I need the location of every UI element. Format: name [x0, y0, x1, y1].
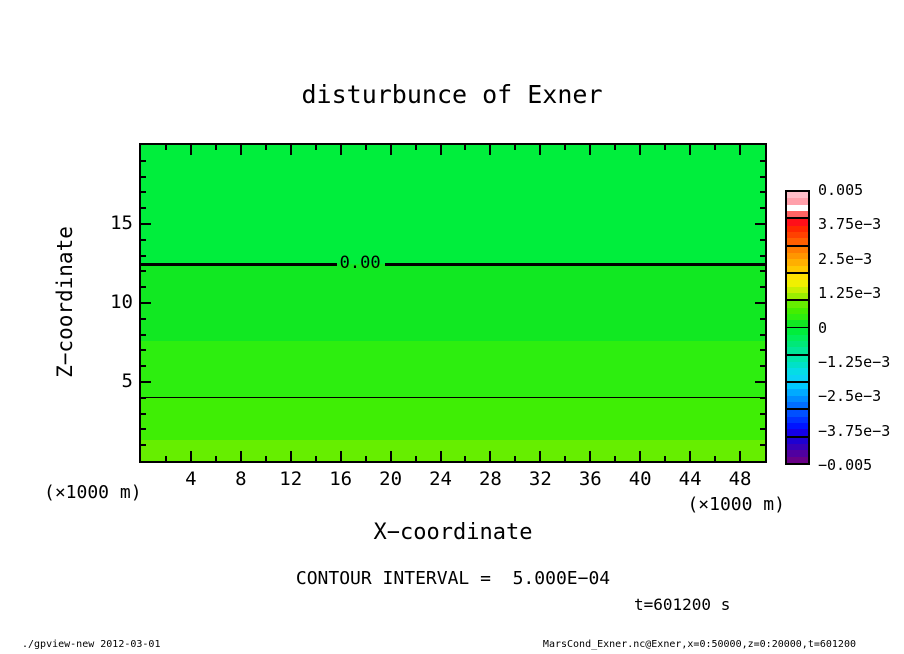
x-tick	[390, 451, 392, 461]
shade-band	[141, 440, 765, 461]
colorbar-cell	[787, 402, 808, 408]
x-tick-label: 44	[678, 468, 702, 490]
colorbar-label: −0.005	[818, 456, 873, 474]
y-tick	[141, 413, 146, 415]
x-tick	[440, 451, 442, 461]
y-tick	[760, 255, 765, 257]
y-tick	[141, 270, 146, 272]
shade-band	[141, 397, 765, 440]
x-tick	[415, 145, 417, 150]
colorbar-cell	[787, 375, 808, 381]
x-tick	[215, 456, 217, 461]
y-tick	[755, 223, 765, 225]
x-tick-label: 28	[478, 468, 502, 490]
x-tick	[689, 145, 691, 155]
x-tick-label: 40	[628, 468, 652, 490]
y-tick	[141, 160, 146, 162]
colorbar	[785, 190, 810, 465]
x-tick	[514, 145, 516, 150]
y-tick	[760, 318, 765, 320]
x-tick	[714, 456, 716, 461]
colorbar-box	[787, 219, 808, 246]
x-tick	[514, 456, 516, 461]
colorbar-cell	[787, 293, 808, 299]
colorbar-box	[787, 247, 808, 274]
y-tick	[141, 318, 146, 320]
colorbar-cell	[787, 320, 808, 326]
x-tick	[714, 145, 716, 150]
x-tick	[639, 145, 641, 155]
y-tick	[141, 239, 146, 241]
footer-data-source: MarsCond_Exner.nc@Exner,x=0:50000,z=0:20000,t=601200	[542, 639, 856, 650]
y-tick	[755, 302, 765, 304]
colorbar-cell	[787, 429, 808, 435]
y-tick	[755, 381, 765, 383]
x-tick	[489, 145, 491, 155]
colorbar-box	[787, 410, 808, 437]
y-tick	[760, 413, 765, 415]
x-tick	[415, 456, 417, 461]
y-tick-label: 5	[121, 370, 133, 392]
y-tick	[141, 255, 146, 257]
y-tick	[141, 176, 146, 178]
y-tick	[760, 334, 765, 336]
x-tick	[539, 145, 541, 155]
y-tick	[141, 191, 146, 193]
x-tick-label: 24	[429, 468, 452, 490]
x-tick	[315, 456, 317, 461]
colorbar-box	[787, 328, 808, 355]
y-tick	[141, 428, 146, 430]
time-annotation: t=601200 s	[634, 595, 731, 614]
x-tick	[340, 145, 342, 155]
x-tick	[739, 451, 741, 461]
x-tick	[240, 145, 242, 155]
plot-title: disturbunce of Exner	[301, 80, 603, 109]
y-tick	[141, 286, 146, 288]
contour-interval-text: CONTOUR INTERVAL = 5.000E−04	[295, 568, 611, 589]
plot-area	[141, 145, 765, 461]
colorbar-box	[787, 301, 808, 328]
colorbar-cell	[787, 211, 808, 217]
x-tick	[290, 145, 292, 155]
y-tick	[760, 176, 765, 178]
contour-line-zero	[385, 263, 765, 266]
x-tick	[340, 451, 342, 461]
x-tick	[190, 145, 192, 155]
x-tick	[614, 456, 616, 461]
x-tick	[265, 145, 267, 150]
y-tick-label: 15	[110, 212, 133, 234]
colorbar-labels	[818, 181, 904, 474]
x-tick	[589, 451, 591, 461]
y-tick	[141, 349, 146, 351]
colorbar-label: 1.25e−3	[818, 284, 882, 303]
x-tick	[365, 145, 367, 150]
x-tick	[365, 456, 367, 461]
shade-band	[141, 145, 765, 264]
colorbar-box	[787, 274, 808, 301]
x-tick	[315, 145, 317, 150]
contour-label: 0.00	[339, 252, 381, 273]
y-tick	[760, 270, 765, 272]
x-tick-label: 16	[329, 468, 353, 490]
x-tick	[440, 145, 442, 155]
x-tick-label: 20	[379, 468, 403, 490]
contour-line	[141, 397, 765, 398]
y-tick	[760, 428, 765, 430]
y-tick	[760, 444, 765, 446]
x-tick	[165, 456, 167, 461]
colorbar-label: 0.005	[818, 181, 864, 199]
y-tick	[141, 207, 146, 209]
x-tick	[614, 145, 616, 150]
y-tick	[760, 365, 765, 367]
y-tick	[760, 397, 765, 399]
x-tick	[564, 456, 566, 461]
colorbar-label: −2.5e−3	[818, 387, 882, 406]
y-tick	[141, 334, 146, 336]
colorbar-box	[787, 438, 808, 463]
x-tick	[589, 145, 591, 155]
x-tick	[564, 145, 566, 150]
y-tick	[141, 365, 146, 367]
y-axis-unit: (×1000 m)	[44, 482, 142, 503]
x-tick	[190, 451, 192, 461]
y-tick-label: 10	[110, 291, 133, 313]
footer-program-info: ./gpview-new 2012-03-01	[22, 639, 161, 650]
colorbar-cell	[787, 457, 808, 463]
colorbar-label: 0	[818, 318, 828, 337]
x-tick	[664, 145, 666, 150]
x-tick	[739, 145, 741, 155]
x-tick	[464, 456, 466, 461]
x-tick	[165, 145, 167, 150]
colorbar-label: 2.5e−3	[818, 249, 873, 268]
y-tick	[141, 444, 146, 446]
colorbar-label: 3.75e−3	[818, 215, 882, 234]
x-axis-title: X−coordinate	[373, 520, 533, 545]
x-axis-unit: (×1000 m)	[687, 494, 785, 515]
x-tick	[664, 456, 666, 461]
colorbar-label: −1.25e−3	[818, 352, 891, 371]
y-tick	[760, 207, 765, 209]
x-tick	[464, 145, 466, 150]
x-tick	[290, 451, 292, 461]
colorbar-box	[787, 192, 808, 219]
x-tick	[215, 145, 217, 150]
y-tick	[760, 286, 765, 288]
x-tick	[689, 451, 691, 461]
x-tick-label: 12	[279, 468, 303, 490]
y-tick	[141, 381, 151, 383]
y-tick	[141, 302, 151, 304]
y-tick	[760, 239, 765, 241]
y-tick	[141, 223, 151, 225]
colorbar-cell	[787, 238, 808, 244]
y-axis-title: Z−coordinate	[53, 226, 77, 378]
colorbar-box	[787, 383, 808, 410]
shade-band	[141, 341, 765, 397]
x-tick-label: 48	[728, 468, 752, 490]
x-tick-label: 4	[185, 468, 197, 490]
contour-line-zero	[141, 263, 337, 266]
plot-frame	[139, 143, 767, 463]
x-tick	[539, 451, 541, 461]
y-tick	[141, 397, 146, 399]
x-tick	[390, 145, 392, 155]
x-tick	[639, 451, 641, 461]
colorbar-cell	[787, 347, 808, 353]
y-tick	[760, 160, 765, 162]
x-tick-label: 32	[528, 468, 552, 490]
x-tick	[265, 456, 267, 461]
y-tick	[760, 191, 765, 193]
x-tick	[240, 451, 242, 461]
x-tick	[489, 451, 491, 461]
y-tick	[760, 349, 765, 351]
colorbar-label: −3.75e−3	[818, 421, 891, 440]
colorbar-cell	[787, 266, 808, 272]
x-tick-label: 36	[578, 468, 602, 490]
x-tick-label: 8	[235, 468, 247, 490]
colorbar-box	[787, 356, 808, 383]
shade-band	[141, 264, 765, 341]
